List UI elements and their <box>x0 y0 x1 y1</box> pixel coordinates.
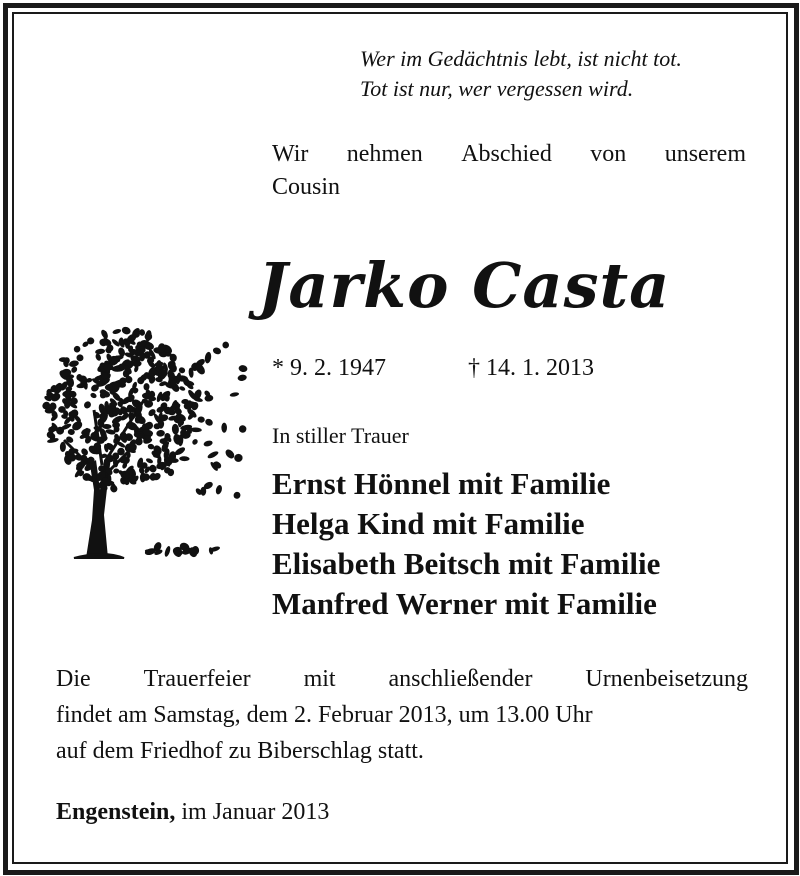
ceremony-word: mit <box>303 666 336 692</box>
leaf-icon <box>207 450 220 460</box>
ceremony-word: Urnenbeisetzung <box>585 666 748 692</box>
leaf-icon <box>239 425 247 433</box>
ceremony-line-2: findet am Samstag, dem 2. Februar 2013, um 13.00 Uhr <box>56 702 593 728</box>
quote-line-1: Wer im Gedächtnis lebt, ist nicht tot. <box>360 46 682 71</box>
leaf-icon <box>113 468 120 474</box>
leaf-icon <box>237 374 247 382</box>
leaf-icon <box>215 484 223 495</box>
life-dates <box>272 352 594 384</box>
leaf-icon <box>144 330 152 342</box>
leaf-icon <box>99 413 104 420</box>
intro-word: nehmen <box>346 141 423 167</box>
town: Engenstein, <box>56 799 176 825</box>
intro-word: Abschied <box>461 141 552 167</box>
leaf-icon <box>179 456 190 461</box>
issue-date: im Januar 2013 <box>181 799 330 825</box>
intro-line-1 <box>272 138 746 171</box>
leaf-icon <box>68 360 79 368</box>
tree-icon <box>34 300 254 570</box>
leaf-icon <box>83 400 93 410</box>
family-entry: Ernst Hönnel mit Familie <box>272 466 611 501</box>
leaf-icon <box>212 346 222 355</box>
leaf-icon <box>178 385 185 391</box>
leaf-icon <box>90 392 98 399</box>
family-entry: Helga Kind mit Familie <box>272 506 585 541</box>
leaf-icon <box>73 345 82 354</box>
leaf-icon <box>204 418 214 428</box>
ceremony-line-3: auf dem Friedhof zu Biberschlag statt. <box>56 738 424 764</box>
ceremony-word: anschließender <box>388 666 533 692</box>
leaf-icon <box>164 545 172 557</box>
leaf-icon <box>222 341 230 349</box>
family-list <box>272 464 660 624</box>
intro-word: unserem <box>664 141 746 167</box>
leaf-icon <box>112 328 122 335</box>
place-and-date <box>56 795 329 829</box>
leaf-icon <box>70 416 75 422</box>
quote-line-2: Tot ist nur, wer vergessen wird. <box>360 76 634 101</box>
memorial-quote <box>360 44 750 104</box>
leaf-icon <box>76 354 83 361</box>
ceremony-line-1 <box>56 661 748 697</box>
leaf-icon <box>95 348 106 355</box>
intro-word: Wir <box>272 141 309 167</box>
leaf-icon <box>191 438 199 446</box>
leaf-icon <box>60 442 66 452</box>
ceremony-word: Trauerfeier <box>143 666 251 692</box>
leaf-icon <box>204 351 212 363</box>
family-entry: Elisabeth Beitsch mit Familie <box>272 546 661 581</box>
leaf-icon <box>238 364 248 372</box>
intro-word: von <box>590 141 627 167</box>
leaf-icon <box>156 430 165 438</box>
intro-text <box>272 138 746 204</box>
leaf-icon <box>232 490 242 500</box>
ceremony-word: Die <box>56 666 91 692</box>
leaf-icon <box>197 416 205 423</box>
leaf-icon <box>203 440 213 448</box>
leaf-icon <box>143 383 149 391</box>
leaf-icon <box>234 453 244 462</box>
birth-date: * 9. 2. 1947 <box>272 355 386 381</box>
deceased-name: Jarko Casta <box>258 249 671 322</box>
ceremony-text <box>56 661 748 769</box>
family-entry: Manfred Werner mit Familie <box>272 586 657 621</box>
leaf-icon <box>229 392 239 398</box>
death-date: † 14. 1. 2013 <box>468 355 594 381</box>
leaf-icon <box>221 423 227 433</box>
mourning-label: In stiller Trauer <box>272 423 409 448</box>
leaf-icon <box>121 326 132 336</box>
leaf-icon <box>224 448 236 460</box>
intro-line-2: Cousin <box>272 174 341 200</box>
